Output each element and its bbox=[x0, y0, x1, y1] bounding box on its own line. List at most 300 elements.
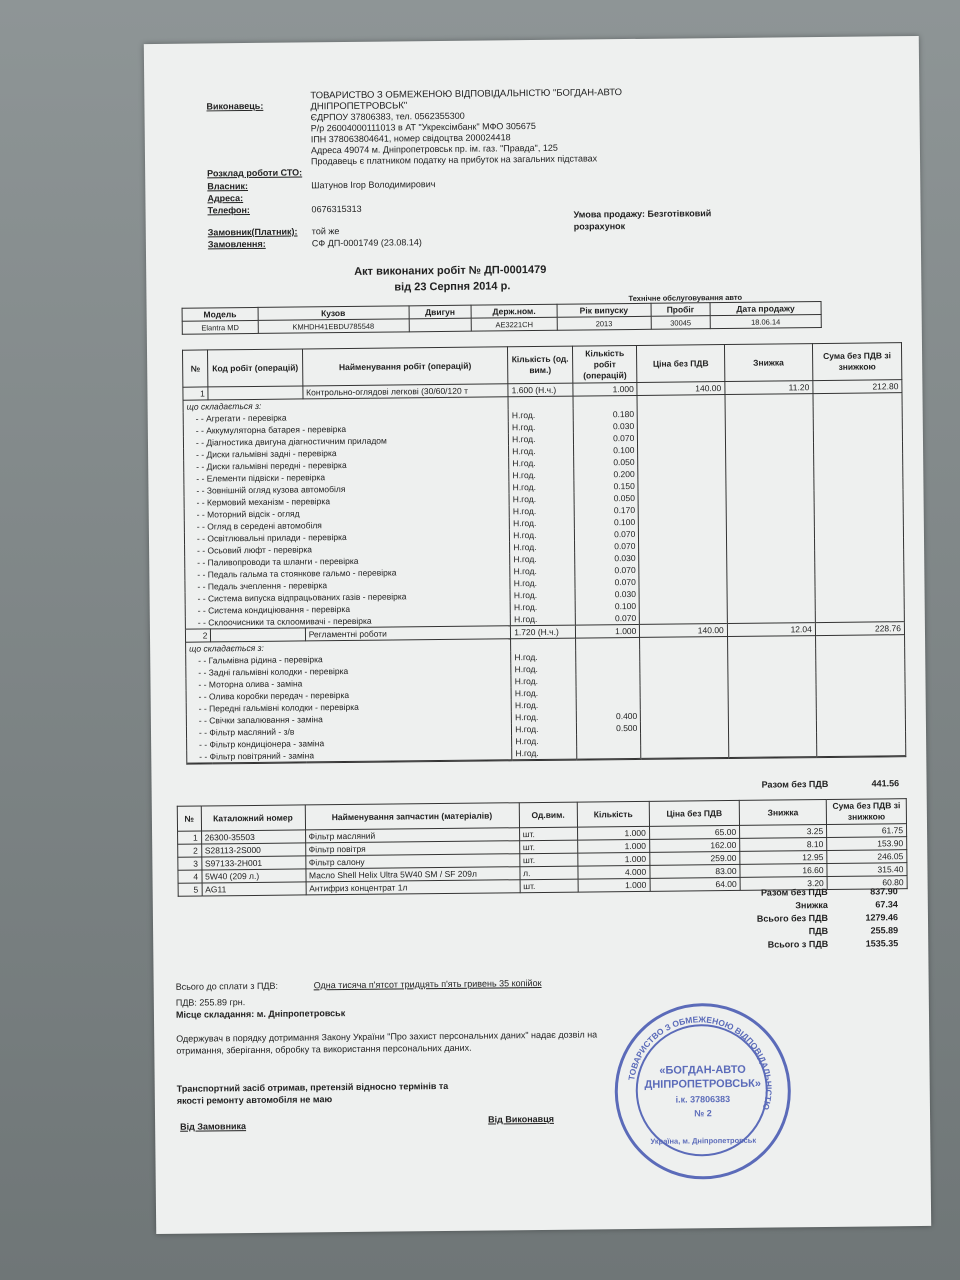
works-subitem-unit: Н.год. bbox=[509, 493, 574, 506]
sign-executor: Від Виконавця bbox=[488, 1113, 555, 1125]
total-label: Разом без ПДВ bbox=[760, 886, 828, 898]
empty-cell bbox=[813, 429, 902, 442]
works-subitem-name: - - Осьовий люфт - перевірка bbox=[185, 541, 510, 556]
parts-cell: 16.60 bbox=[740, 863, 827, 877]
vehicle-value-cell: KMHDH41EBDU785548 bbox=[258, 319, 409, 334]
parts-cell: 1.000 bbox=[578, 852, 650, 866]
works-consists-label: що складається з: bbox=[183, 397, 508, 413]
works-subitem-qty: 0.150 bbox=[574, 480, 639, 493]
total-label: ПДВ bbox=[808, 925, 829, 937]
vehicle-value-cell: AE3221CH bbox=[471, 317, 557, 331]
works-subitem-qty: 0.200 bbox=[574, 468, 639, 481]
empty-cell bbox=[639, 515, 727, 528]
empty-cell bbox=[726, 538, 814, 551]
empty-cell bbox=[575, 637, 640, 650]
vehicle-header-cell: Двигун bbox=[409, 305, 472, 319]
total-label: Всього з ПДВ bbox=[767, 938, 829, 950]
works-subitem-name: - - Диски гальмівні передні - перевірка bbox=[184, 457, 509, 472]
empty-cell bbox=[728, 744, 816, 757]
empty-cell bbox=[641, 745, 729, 758]
total-value: 255.89 bbox=[870, 925, 899, 936]
parts-cell: 1 bbox=[178, 831, 202, 844]
empty-cell bbox=[816, 683, 905, 696]
phone-value: 0676315313 bbox=[311, 203, 362, 215]
empty-cell bbox=[814, 537, 903, 550]
works-subitem-name: - - Елементи підвіски - перевірка bbox=[184, 469, 509, 484]
parts-cell: Фільтр повітря bbox=[305, 841, 519, 856]
parts-cell: 64.00 bbox=[650, 877, 741, 891]
empty-cell bbox=[728, 672, 816, 685]
parts-cell: шт. bbox=[519, 853, 577, 867]
empty-cell bbox=[641, 697, 729, 710]
vehicle-value-cell: 30045 bbox=[651, 316, 710, 330]
works-subitem-name: - - Склоочисники та склоомивачі - перевірка bbox=[185, 613, 510, 629]
works-subitem-qty bbox=[576, 686, 641, 699]
parts-cell: 83.00 bbox=[650, 864, 741, 878]
executor-line: Адреса 49074 м. Дніпропетровськ пр. ім. газ. "Правда", 125 bbox=[310, 142, 558, 156]
works-subitem-name: - - Моторна олива - заміна bbox=[186, 675, 511, 690]
total-value: 67.34 bbox=[875, 899, 898, 910]
sign-customer: Від Замовника bbox=[180, 1121, 247, 1132]
empty-cell bbox=[639, 527, 727, 540]
empty-cell bbox=[726, 466, 814, 479]
works-subitem-qty: 0.500 bbox=[576, 722, 641, 735]
works-cell: 212.80 bbox=[813, 380, 902, 394]
works-cell: 1.000 bbox=[575, 624, 640, 638]
works-subitem-unit: Н.год. bbox=[511, 675, 576, 688]
works-subitem-qty: 0.070 bbox=[574, 528, 639, 541]
works-header-cell: Кількість робіт (операцій) bbox=[572, 345, 637, 383]
sale-terms-2: розрахунок bbox=[573, 221, 626, 232]
customer-label: Замовник(Платник): bbox=[207, 226, 298, 238]
works-subitem-qty bbox=[576, 698, 641, 711]
works-subitem-unit: Н.год. bbox=[510, 541, 575, 554]
empty-cell bbox=[728, 720, 816, 733]
parts-cell: 26300-35503 bbox=[201, 830, 305, 844]
empty-cell bbox=[727, 598, 815, 611]
works-cell: Контрольно-оглядові легкові (30/60/120 т bbox=[303, 384, 509, 399]
parts-cell: 12.95 bbox=[740, 850, 827, 864]
parts-cell: AG11 bbox=[202, 882, 306, 896]
empty-cell bbox=[640, 599, 728, 612]
works-subitem-qty: 0.070 bbox=[574, 540, 639, 553]
empty-cell bbox=[638, 479, 726, 492]
vehicle-value-cell: 2013 bbox=[557, 316, 651, 330]
works-subitem-qty: 0.050 bbox=[574, 456, 639, 469]
empty-cell bbox=[727, 586, 815, 599]
total-value: 1279.46 bbox=[865, 912, 899, 923]
works-subitem-name: - - Огляд в середені автомобіля bbox=[184, 517, 509, 532]
works-subitem-unit: Н.год. bbox=[512, 747, 577, 760]
parts-header-cell: Сума без ПДВ зі знижкою bbox=[826, 799, 906, 825]
stamp-city: Україна, м. Дніпропетровськ bbox=[650, 1135, 757, 1146]
empty-cell bbox=[639, 503, 727, 516]
works-subitem-unit: Н.год. bbox=[509, 433, 574, 446]
empty-cell bbox=[813, 393, 902, 406]
empty-cell bbox=[727, 636, 815, 649]
empty-cell bbox=[813, 441, 902, 454]
empty-cell bbox=[813, 453, 902, 466]
works-consists-label: що складається з: bbox=[186, 639, 511, 655]
total-label: Всього без ПДВ bbox=[756, 912, 829, 924]
works-header-cell: Кількість (од. вим.) bbox=[508, 346, 573, 384]
empty-cell bbox=[815, 585, 904, 598]
empty-cell bbox=[726, 478, 814, 491]
works-cell bbox=[208, 386, 302, 400]
empty-cell bbox=[814, 477, 903, 490]
schedule-label: Розклад роботи СТО: bbox=[207, 167, 303, 179]
empty-cell bbox=[816, 695, 905, 708]
works-subitem-qty: 0.070 bbox=[575, 612, 640, 625]
works-cell: 11.20 bbox=[725, 381, 813, 395]
consent-line-1: Одержувач в порядку дотримання Закону України "Про захист персональних даних" надає дозвіл на bbox=[176, 1029, 598, 1044]
place-line: Місце складання: м. Дніпропетровськ bbox=[175, 1008, 346, 1020]
address-label: Адреса: bbox=[207, 193, 244, 204]
parts-cell: 246.05 bbox=[827, 850, 907, 864]
works-subitem-name: - - Свічки запалювання - заміна bbox=[186, 711, 511, 726]
parts-header-cell: Найменування запчастин (матеріалів) bbox=[305, 803, 519, 830]
executor-label: Виконавець: bbox=[206, 100, 264, 112]
empty-cell bbox=[726, 526, 814, 539]
works-subitem-unit: Н.год. bbox=[511, 699, 576, 712]
empty-cell bbox=[641, 721, 729, 734]
empty-cell bbox=[816, 731, 905, 744]
works-subitem-name: - - Гальмівна рідина - перевірка bbox=[186, 651, 511, 666]
empty-cell bbox=[816, 707, 905, 720]
vehicle-value-cell bbox=[409, 318, 472, 332]
works-cell: 228.76 bbox=[815, 622, 904, 636]
empty-cell bbox=[639, 539, 727, 552]
works-subitem-unit: Н.год. bbox=[511, 651, 576, 664]
works-subitem-qty: 0.070 bbox=[575, 564, 640, 577]
parts-cell: 5 bbox=[178, 883, 202, 896]
works-subitem-qty bbox=[576, 650, 641, 663]
works-subitem-unit: Н.год. bbox=[510, 613, 575, 626]
empty-cell bbox=[728, 684, 816, 697]
empty-cell bbox=[639, 563, 727, 576]
vehicle-value-cell: 18.06.14 bbox=[710, 315, 821, 329]
owner-value: Шатунов Ігор Володимирович bbox=[311, 179, 436, 191]
works-cell bbox=[211, 628, 305, 642]
parts-cell: 65.00 bbox=[649, 825, 740, 839]
empty-cell bbox=[728, 708, 816, 721]
empty-cell bbox=[725, 406, 813, 419]
works-subitem-qty: 0.030 bbox=[575, 552, 640, 565]
pay-label: Всього до сплати з ПДВ: bbox=[175, 980, 279, 992]
works-subitem-name: - - Фільтр масляний - з/в bbox=[186, 723, 511, 738]
empty-cell bbox=[639, 575, 727, 588]
stamp-number: № 2 bbox=[694, 1108, 712, 1119]
works-subitem-unit: Н.год. bbox=[508, 421, 573, 434]
works-subitem-name: - - Зовнішній огляд кузова автомобіля bbox=[184, 481, 509, 496]
works-header-cell: Сума без ПДВ зі знижкою bbox=[812, 343, 902, 381]
parts-cell: шт. bbox=[519, 840, 577, 854]
works-header-cell: Найменування робіт (операцій) bbox=[302, 347, 508, 386]
empty-cell bbox=[728, 660, 816, 673]
empty-cell bbox=[814, 489, 903, 502]
empty-cell bbox=[726, 502, 814, 515]
consent-line-2: отримання, зберігання, обробку та використання персональних даних. bbox=[176, 1042, 472, 1056]
empty-cell bbox=[637, 395, 725, 408]
parts-cell: 3.25 bbox=[740, 824, 827, 838]
works-subitem-qty bbox=[577, 746, 642, 759]
works-subitem-name: - - Кермовий механізм - перевірка bbox=[184, 493, 509, 508]
works-subitem-unit: Н.год. bbox=[509, 457, 574, 470]
works-subitem-name: - - Освітлювальні прилади - перевірка bbox=[184, 529, 509, 544]
works-subitem-qty bbox=[576, 674, 641, 687]
empty-cell bbox=[813, 405, 902, 418]
works-total-label: Разом без ПДВ bbox=[761, 778, 829, 790]
empty-cell bbox=[641, 709, 729, 722]
empty-cell bbox=[508, 396, 573, 409]
stamp-name-1: «БОГДАН-АВТО bbox=[659, 1063, 746, 1077]
empty-cell bbox=[640, 637, 728, 650]
vehicle-caption: Технічне обслуговування авто bbox=[628, 292, 743, 304]
document-date: від 23 Серпня 2014 р. bbox=[394, 280, 511, 294]
empty-cell bbox=[725, 394, 813, 407]
works-subitem-name: - - Система кондиціювання - перевірка bbox=[185, 601, 510, 616]
works-subitem-name: - - Педаль гальма та стоянкове гальмо - перевірка bbox=[185, 565, 510, 580]
empty-cell bbox=[638, 467, 726, 480]
works-subitem-name: - - Діагностика двигуна діагностичним приладом bbox=[183, 433, 508, 448]
works-subitem-unit: Н.год. bbox=[508, 409, 573, 422]
executor-line: ТОВАРИСТВО З ОБМЕЖЕНОЮ ВІДПОВІДАЛЬНІСТЮ "БОГДАН-АВТО bbox=[310, 87, 623, 102]
works-subitem-unit: Н.год. bbox=[510, 565, 575, 578]
empty-cell bbox=[726, 550, 814, 563]
empty-cell bbox=[725, 418, 813, 431]
works-subitem-unit: Н.год. bbox=[510, 529, 575, 542]
pay-words: Одна тисяча п'ятсот тридцять п'ять гривень 35 копійок bbox=[313, 977, 542, 991]
works-subitem-name: - - Педаль зчеплення - перевірка bbox=[185, 577, 510, 592]
empty-cell bbox=[726, 490, 814, 503]
works-subitem-qty: 0.030 bbox=[573, 420, 638, 433]
executor-line: ДНІПРОПЕТРОВСЬК" bbox=[310, 100, 408, 113]
empty-cell bbox=[725, 430, 813, 443]
works-subitem-unit: Н.год. bbox=[509, 445, 574, 458]
phone-label: Телефон: bbox=[207, 204, 250, 216]
works-cell: 140.00 bbox=[640, 624, 728, 638]
empty-cell bbox=[814, 465, 903, 478]
parts-cell: Масло Shell Helix Ultra 5W40 SM / SF 209л bbox=[305, 867, 519, 882]
empty-cell bbox=[815, 573, 904, 586]
order-label: Замовлення: bbox=[207, 238, 266, 250]
parts-cell: 153.90 bbox=[827, 837, 907, 851]
works-subitem-name: - - Агрегати - перевірка bbox=[183, 409, 508, 424]
works-subitem-name: - - Паливопроводи та шланги - перевірка bbox=[185, 553, 510, 568]
empty-cell bbox=[640, 661, 728, 674]
empty-cell bbox=[726, 514, 814, 527]
works-subitem-unit: Н.год. bbox=[509, 481, 574, 494]
stamp-code: і.к. 37806383 bbox=[675, 1094, 731, 1105]
parts-cell: 259.00 bbox=[649, 851, 740, 865]
document-sheet bbox=[144, 36, 931, 1234]
works-subitem-unit: Н.год. bbox=[509, 505, 574, 518]
vehicle-header-cell: Кузов bbox=[258, 306, 409, 321]
works-subitem-unit: Н.год. bbox=[511, 687, 576, 700]
empty-cell bbox=[639, 551, 727, 564]
works-subitem-name: - - Моторний відсік - огляд bbox=[184, 505, 509, 520]
empty-cell bbox=[638, 491, 726, 504]
empty-cell bbox=[814, 513, 903, 526]
parts-header-cell: Од.вим. bbox=[519, 802, 578, 828]
empty-cell bbox=[815, 635, 904, 648]
works-subitem-unit: Н.год. bbox=[509, 469, 574, 482]
parts-header-cell: Знижка bbox=[739, 799, 826, 825]
works-cell: 1 bbox=[183, 387, 209, 400]
parts-cell: 162.00 bbox=[649, 838, 740, 852]
vehicle-value-cell: Elantra MD bbox=[182, 320, 258, 334]
works-subitem-name: - - Задні гальмівні колодки - перевірка bbox=[186, 663, 511, 678]
empty-cell bbox=[816, 659, 905, 672]
sale-terms: Умова продажу: Безготівковий bbox=[573, 208, 712, 220]
empty-cell bbox=[573, 395, 638, 408]
works-cell: Регламентні роботи bbox=[305, 626, 511, 641]
works-cell: 1.000 bbox=[573, 382, 638, 396]
parts-cell: шт. bbox=[520, 879, 578, 893]
vehicle-header-cell: Модель bbox=[182, 307, 258, 321]
works-subitem-unit: Н.год. bbox=[511, 663, 576, 676]
empty-cell bbox=[814, 525, 903, 538]
works-subitem-unit: Н.год. bbox=[512, 735, 577, 748]
parts-cell: 8.10 bbox=[740, 837, 827, 851]
parts-header-cell: № bbox=[177, 806, 201, 831]
parts-cell: Фільтр салону bbox=[305, 854, 519, 869]
stamp-ring-textpath: ТОВАРИСТВО З ОБМЕЖЕНОЮ ВІДПОВІДАЛЬНІСТЮ bbox=[626, 1014, 774, 1111]
empty-cell bbox=[638, 443, 726, 456]
works-subitem-unit: Н.год. bbox=[512, 711, 577, 724]
vehicle-header-cell: Рік випуску bbox=[557, 303, 651, 317]
order-value: СФ ДП-0001749 (23.08.14) bbox=[311, 237, 422, 249]
works-subitem-qty: 0.050 bbox=[574, 492, 639, 505]
parts-cell: 60.80 bbox=[827, 876, 907, 890]
received-line-2: якості ремонту автомобіля не маю bbox=[176, 1094, 333, 1106]
empty-cell bbox=[640, 685, 728, 698]
executor-line: ЄДРПОУ 37806383, тел. 0562355300 bbox=[310, 110, 465, 123]
empty-cell bbox=[725, 442, 813, 455]
works-subitem-name: - - Передні гальмівні колодки - перевірка bbox=[186, 699, 511, 714]
empty-cell bbox=[640, 611, 728, 624]
empty-cell bbox=[727, 562, 815, 575]
works-subitem-qty: 0.070 bbox=[575, 576, 640, 589]
empty-cell bbox=[816, 671, 905, 684]
parts-cell: 5W40 (209 л.) bbox=[202, 869, 306, 883]
works-header-cell: Знижка bbox=[724, 344, 812, 382]
parts-cell: 3.20 bbox=[740, 876, 827, 890]
parts-cell: 2 bbox=[178, 844, 202, 857]
vehicle-header-cell: Держ.ном. bbox=[471, 304, 557, 318]
parts-cell: 61.75 bbox=[827, 824, 907, 838]
parts-cell: 1.000 bbox=[577, 826, 649, 840]
empty-cell bbox=[640, 649, 728, 662]
empty-cell bbox=[817, 743, 906, 756]
document-title: Акт виконаних робіт № ДП-0001479 bbox=[354, 263, 547, 278]
works-subitem-name: - - Фільтр кондиціонера - заміна bbox=[187, 735, 512, 750]
executor-line: Продавець є платником податку на прибуток на загальних підставах bbox=[310, 153, 598, 167]
empty-cell bbox=[638, 407, 726, 420]
total-value: 1535.35 bbox=[865, 938, 899, 949]
works-header-cell: № bbox=[182, 350, 208, 387]
works-subitem-qty: 0.180 bbox=[573, 408, 638, 421]
vehicle-table bbox=[182, 301, 822, 335]
works-subitem-qty: 0.100 bbox=[573, 444, 638, 457]
empty-cell bbox=[814, 501, 903, 514]
works-subitem-qty: 0.070 bbox=[573, 432, 638, 445]
works-subitem-name: - - Система випуска відпрацьованих газів - перевірка bbox=[185, 589, 510, 604]
works-subitem-name: - - Фільтр повітряний - заміна bbox=[187, 747, 512, 763]
owner-label: Власник: bbox=[207, 181, 249, 192]
company-stamp bbox=[614, 1002, 792, 1180]
vehicle-header-cell: Дата продажу bbox=[710, 302, 821, 316]
parts-cell: 1.000 bbox=[578, 878, 650, 892]
parts-cell: S97133-2H001 bbox=[201, 856, 305, 870]
empty-cell bbox=[727, 610, 815, 623]
works-subitem-qty: 0.030 bbox=[575, 588, 640, 601]
parts-cell: 4.000 bbox=[578, 865, 650, 879]
works-header-cell: Ціна без ПДВ bbox=[637, 345, 725, 383]
empty-cell bbox=[640, 673, 728, 686]
works-subitem-unit: Н.год. bbox=[510, 553, 575, 566]
empty-cell bbox=[815, 549, 904, 562]
received-line-1: Транспортний засіб отримав, претензій відносно термінів та bbox=[176, 1080, 449, 1094]
works-cell: 12.04 bbox=[727, 623, 815, 637]
empty-cell bbox=[813, 417, 902, 430]
stamp-name-2: ДНІПРОПЕТРОВСЬК» bbox=[644, 1077, 761, 1091]
empty-cell bbox=[728, 732, 816, 745]
total-value: 837.90 bbox=[870, 886, 898, 897]
parts-cell: Антифриз концентрат 1л bbox=[306, 880, 520, 895]
works-cell: 1.600 (Н.ч.) bbox=[508, 383, 573, 397]
works-subitem-unit: Н.год. bbox=[512, 723, 577, 736]
works-cell: 2 bbox=[185, 629, 211, 642]
works-subitem-qty: 0.400 bbox=[576, 710, 641, 723]
empty-cell bbox=[639, 587, 727, 600]
empty-cell bbox=[815, 561, 904, 574]
vat-line: ПДВ: 255.89 грн. bbox=[175, 997, 246, 1008]
works-subitem-qty: 0.170 bbox=[574, 504, 639, 517]
works-subitem-unit: Н.год. bbox=[509, 517, 574, 530]
total-label: Знижка bbox=[795, 899, 828, 911]
parts-cell: S28113-2S000 bbox=[201, 843, 305, 857]
executor-line: Р/р 26004000111013 в АТ "Укрексімбанк" МФО 305675 bbox=[310, 120, 536, 134]
works-subitem-name: - - Олива коробки передач - перевірка bbox=[186, 687, 511, 702]
vehicle-header-cell: Пробіг bbox=[651, 303, 710, 317]
parts-header-cell: Каталожний номер bbox=[201, 805, 305, 831]
customer-value: той же bbox=[311, 226, 340, 237]
parts-table bbox=[177, 798, 908, 897]
empty-cell bbox=[725, 454, 813, 467]
works-subitem-unit: Н.год. bbox=[510, 577, 575, 590]
works-subitem-qty: 0.100 bbox=[574, 516, 639, 529]
works-cell: 140.00 bbox=[637, 382, 725, 396]
executor-line: ІПН 378063804641, номер свідоцтва 200024418 bbox=[310, 132, 511, 145]
empty-cell bbox=[511, 638, 576, 651]
works-subitem-unit: Н.год. bbox=[510, 601, 575, 614]
empty-cell bbox=[815, 597, 904, 610]
works-subitem-qty bbox=[576, 734, 641, 747]
empty-cell bbox=[727, 574, 815, 587]
parts-cell: л. bbox=[520, 866, 578, 880]
parts-cell: 1.000 bbox=[578, 839, 650, 853]
works-subitem-name: - - Аккумуляторна батарея - перевірка bbox=[183, 421, 508, 436]
parts-cell: 315.40 bbox=[827, 863, 907, 877]
works-subitem-qty bbox=[576, 662, 641, 675]
parts-cell: шт. bbox=[519, 827, 577, 841]
parts-cell: Фільтр масляний bbox=[305, 828, 519, 843]
empty-cell bbox=[816, 647, 905, 660]
empty-cell bbox=[638, 455, 726, 468]
empty-cell bbox=[815, 609, 904, 622]
parts-cell: 4 bbox=[178, 870, 202, 883]
